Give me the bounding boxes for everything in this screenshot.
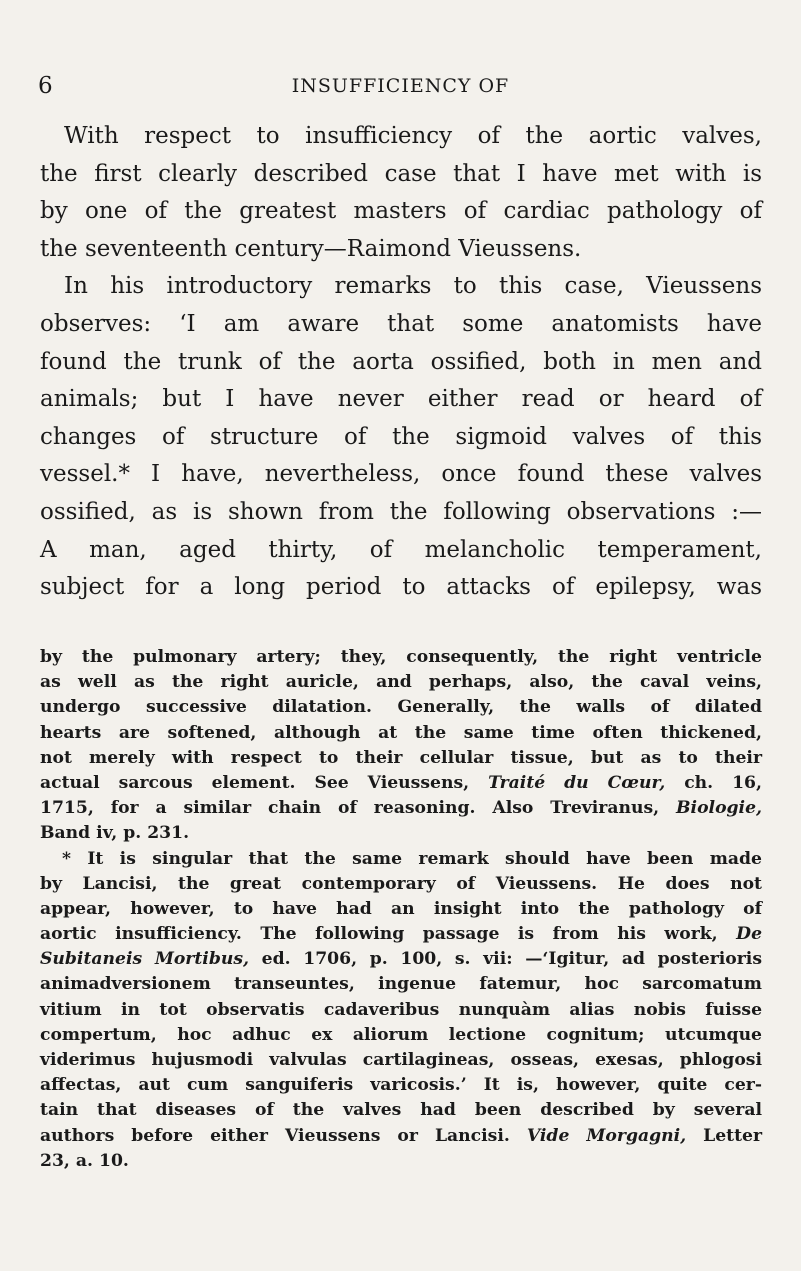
book-title: Biologie, [676, 798, 762, 819]
book-title: De [736, 924, 763, 945]
footnote-line: animadversionem transeuntes, ingenue fatemur, hoc sarcomatum [40, 974, 762, 995]
footnote-line: authors before either Vieussens or Lancisi. Vide Morgagni, Letter [40, 1125, 763, 1146]
main-text [40, 118, 762, 607]
footnote-line: compertum, hoc adhuc ex aliorum lectione cognitum; utcumque [40, 1024, 762, 1045]
book-title: Vide Morgagni, [526, 1125, 687, 1146]
footnote-line: viderimus hujusmodi valvulas cartilagineas, osseas, exesas, phlogosi [40, 1050, 762, 1070]
page-header [38, 73, 763, 103]
footnote-line: Subitaneis Mortibus, ed. 1706, p. 100, s. vii: —‘Igitur, ad posterioris [40, 949, 763, 970]
text-line: vessel.* I have, nevertheless, once found these valves [40, 461, 762, 488]
footnote-line: Band iv, p. 231. [40, 823, 190, 844]
text-line: the first clearly described case that I have met with is [40, 160, 762, 187]
footnote-line: 23, a. 10. [40, 1150, 129, 1171]
text-line: changes of structure of the sigmoid valves of this [40, 423, 762, 450]
footnote-line: as well as the right auricle, and perhaps, also, the caval veins, [40, 672, 762, 693]
footnote-line: affectas, aut cum sanguiferis varicosis.’ It is, however, quite cer- [40, 1075, 762, 1096]
footnote-line: actual sarcous element. See Vieussens, Traité du Cœur, ch. 16, [40, 772, 762, 793]
text-line: In his introductory remarks to this case, Vieussens [64, 273, 762, 300]
footnote-line: 1715, for a similar chain of reasoning. Also Treviranus, Biologie, [40, 798, 762, 819]
footnote-line: not merely with respect to their cellular tissue, but as to their [40, 747, 762, 768]
text-line: observes: ‘I am aware that some anatomists have [40, 310, 762, 337]
text-line: found the trunk of the aorta ossified, both in men and [40, 348, 762, 375]
text-line: by one of the greatest masters of cardiac pathology of [40, 198, 762, 225]
running-title: INSUFFICIENCY OF [291, 75, 510, 97]
text-line: animals; but I have never either read or heard of [40, 386, 762, 413]
text-line: With respect to insufficiency of the aortic valves, [64, 123, 762, 149]
footnote-line: hearts are softened, although at the same time often thickened, [40, 722, 762, 743]
text-line: ossified, as is shown from the following observations :— [40, 498, 762, 525]
footnote-line: by the pulmonary artery; they, consequently, the right ventricle [40, 647, 762, 667]
footnote-line: undergo successive dilatation. Generally, the walls of dilated [40, 697, 762, 718]
footnotes [40, 645, 762, 1174]
footnote-line: * It is singular that the same remark should have been made [62, 848, 762, 869]
footnote-line: by Lancisi, the great contemporary of Vieussens. He does not [40, 873, 762, 894]
text-line: A man, aged thirty, of melancholic temperament, [40, 536, 762, 563]
footnote-line: aortic insufficiency. The following passage is from his work, De [40, 924, 763, 945]
book-title: Subitaneis Mortibus, [40, 949, 250, 970]
text-line: the seventeenth century—Raimond Vieussens. [40, 235, 582, 262]
text-line: subject for a long period to attacks of epilepsy, was [40, 574, 762, 601]
book-title: Traité du Cœur, [488, 772, 666, 793]
footnote-line: vitium in tot observatis cadaveribus nunquàm alias nobis fuisse [40, 999, 762, 1020]
page-number: 6 [38, 73, 53, 99]
footnote-line: tain that diseases of the valves had been described by several [40, 1100, 762, 1121]
footnote-line: appear, however, to have had an insight into the pathology of [40, 898, 762, 919]
